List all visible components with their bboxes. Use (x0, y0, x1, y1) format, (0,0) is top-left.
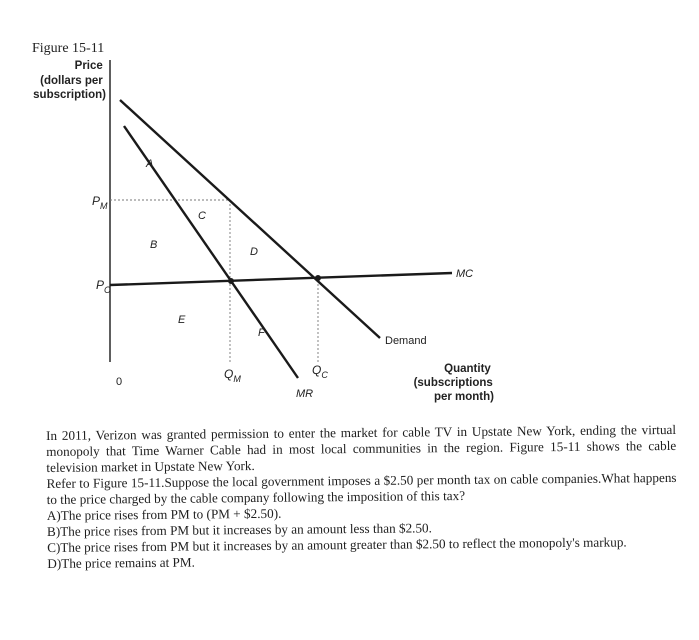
demand-mc-intersection (315, 275, 321, 281)
question-text (46, 422, 677, 572)
mr-label: MR (296, 388, 314, 400)
answer-option-a[interactable]: A)The price rises from PM to (PM + $2.50). (46, 505, 282, 523)
pc-label-sub: C (104, 285, 111, 295)
area-label-b: B (150, 239, 158, 251)
x-axis-label-line: (subscriptions (413, 377, 493, 389)
qm-label (224, 367, 241, 384)
demand-curve (120, 100, 380, 338)
pm-label (92, 194, 108, 211)
qc-label-sub: C (321, 370, 328, 380)
area-label-c: C (198, 210, 206, 222)
qc-label-main: Q (312, 363, 322, 377)
question-prompt: Refer to Figure 15-11.Suppose the local government imposes a $2.50 per month tax on cable companies.What happens to the price charged by the cable company following the imposition of this tax? (46, 469, 677, 507)
x-axis-label-line: per month) (433, 391, 494, 403)
qm-label-sub: M (233, 374, 241, 384)
area-label-f: F (258, 327, 265, 339)
qc-label (312, 363, 328, 380)
y-axis-label (33, 60, 106, 101)
y-axis-label-line: (dollars per (40, 75, 103, 87)
y-axis-label-line: Price (74, 60, 103, 72)
answer-option-d[interactable]: D)The price remains at PM. (47, 554, 195, 571)
y-axis-label-line: subscription) (33, 89, 106, 101)
pc-label-main: P (96, 278, 105, 292)
origin-label: 0 (115, 376, 123, 388)
mc-curve (110, 273, 452, 285)
x-axis-label-line: Quantity (444, 363, 491, 375)
figure-title: Figure 15-11 (32, 41, 105, 56)
area-label-a: A (146, 158, 154, 170)
area-label-e: E (178, 314, 186, 326)
x-axis-label (414, 363, 496, 403)
pc-label (96, 278, 111, 295)
answer-option-c[interactable]: C)The price rises from PM but it increases by an amount greater than $2.50 to reflect the monopoly's markup. (47, 534, 627, 555)
answer-option-b[interactable]: B)The price rises from PM but it increases by an amount less than $2.50. (46, 520, 432, 539)
qm-label-main: Q (224, 367, 234, 381)
area-label-d: D (250, 246, 258, 258)
pm-label-main: P (92, 194, 101, 208)
mr-mc-intersection (228, 278, 234, 284)
mc-label: MC (456, 268, 474, 280)
question-intro: In 2011, Verizon was granted permission to enter the market for cable TV in Upstate New York, ending the virtual monopoly that Time Warner Cable had in most local communities in the region. Figure 15-11 shows the cable television market in Upstate New York. (46, 421, 677, 475)
pm-label-sub: M (100, 201, 108, 211)
demand-label: Demand (385, 335, 427, 347)
